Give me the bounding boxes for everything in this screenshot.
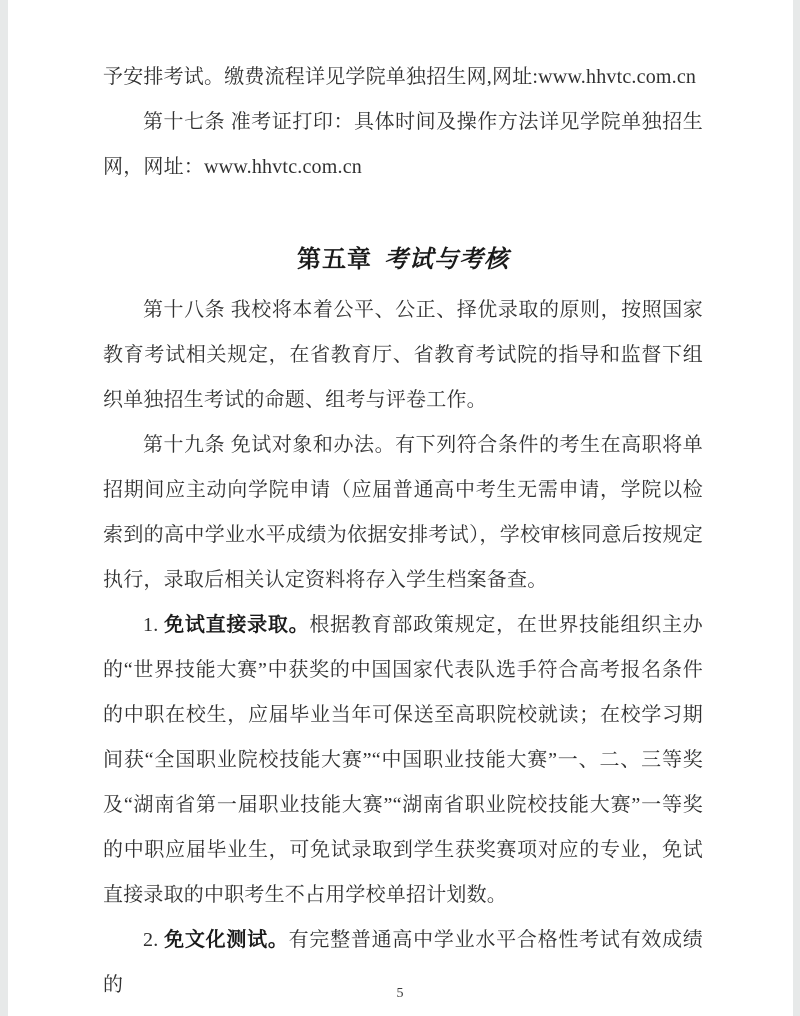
main-paragraphs: [103, 288, 703, 1008]
body-text: 予安排考试。缴费流程详见学院单独招生网,网址:www.hhvtc.com.cn: [103, 66, 697, 88]
body-text: 根据教育部政策规定，在世界技能组织主办的“世界技能大赛”中获奖的中国国家代表队选手符合高考报名条件的中职在校生，应届毕业当年可保送至高职院校就读；在校学习期间获“全国职业院校技能大赛”“中国职业技能大赛”一、二、三等奖及“湖南省第一届职业技能大赛”“湖南省职业院校技能大赛”一等奖的中职应届毕业生，可免试录取到学生获奖赛项对应的专业，免试直接录取的中职考生不占用学校单招计划数。: [103, 614, 703, 906]
body-text: 第十七条 准考证打印：具体时间及操作方法详见学院单独招生网，网址：www.hhvtc.com.cn: [103, 111, 703, 178]
document-page: [103, 55, 703, 1008]
body-text: 有完整普通高中学业水平合格性考试有效成绩的: [103, 929, 704, 996]
bold-text: 免试直接录取。: [164, 614, 310, 636]
paragraph: [103, 288, 703, 423]
page-number: 5: [396, 986, 404, 1001]
body-text: 1.: [143, 614, 165, 636]
body-text: 第十八条 我校将本着公平、公正、择优录取的原则，按照国家教育考试相关规定，在省教育厅、省教育考试院的指导和监督下组织单独招生考试的命题、组考与评卷工作。: [103, 299, 703, 411]
top-paragraphs: [103, 55, 703, 190]
chapter-number: 第五章: [297, 247, 372, 273]
viewer-right-margin: [793, 0, 800, 1016]
bold-text: 免文化测试。: [164, 929, 289, 951]
paragraph: [103, 423, 703, 603]
body-text: 2.: [143, 929, 165, 951]
chapter-title: 考试与考核: [384, 247, 509, 273]
paragraph: [103, 55, 703, 100]
viewer-left-margin: [0, 0, 8, 1016]
chapter-heading: [103, 238, 703, 283]
body-text: 第十九条 免试对象和办法。有下列符合条件的考生在高职将单招期间应主动向学院申请（应届普通高中考生无需申请，学院以检索到的高中学业水平成绩为依据安排考试），学校审核同意后按规定执行，录取后相关认定资料将存入学生档案备查。: [103, 434, 703, 591]
paragraph: [103, 603, 703, 918]
paragraph: [103, 100, 703, 190]
